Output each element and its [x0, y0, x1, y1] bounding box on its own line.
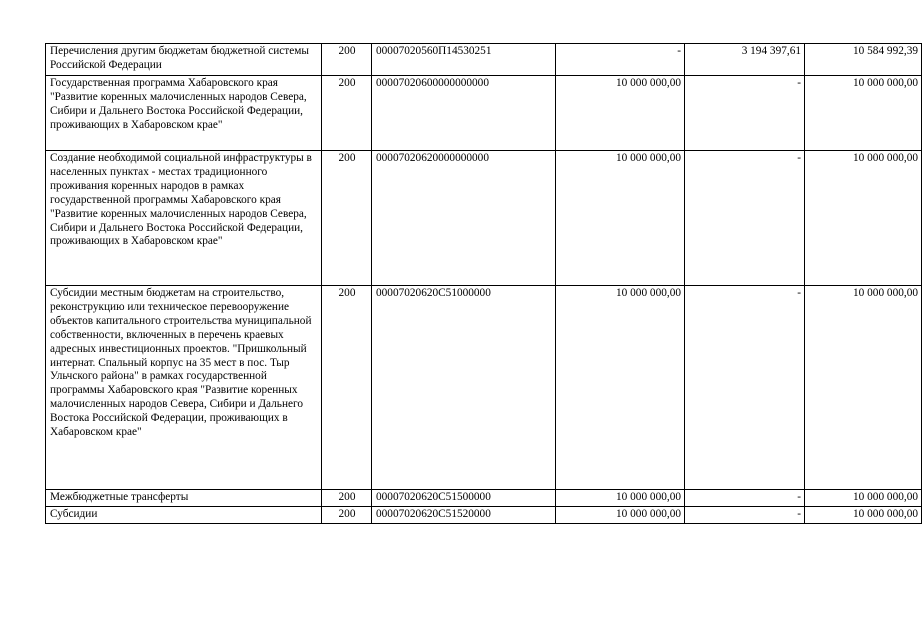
row-exec: - [685, 151, 805, 286]
row-plan: 10 000 000,00 [556, 286, 685, 490]
row-code: 200 [322, 286, 372, 490]
row-kbk: 00007020560П14530251 [372, 44, 556, 76]
row-rest: 10 000 000,00 [805, 151, 922, 286]
row-exec: - [685, 76, 805, 151]
row-kbk: 00007020620С51500000 [372, 490, 556, 507]
row-plan: - [556, 44, 685, 76]
row-name: Перечисления другим бюджетам бюджетной системы Российской Федерации [46, 44, 322, 76]
table-row [46, 76, 922, 151]
budget-table [45, 43, 922, 524]
table-row [46, 507, 922, 524]
row-exec: - [685, 490, 805, 507]
row-plan: 10 000 000,00 [556, 151, 685, 286]
row-name: Создание необходимой социальной инфраструктуры в населенных пунктах - местах традиционного проживания коренных народов в рамках государственной программы Хабаровского края "Развитие коренных малочисленных народов Севера, Сибири и Дальнего Востока Российской Федерации, проживающих в Хабаровском крае" [46, 151, 322, 286]
table-row [46, 490, 922, 507]
row-exec: - [685, 507, 805, 524]
table-row [46, 44, 922, 76]
row-code: 200 [322, 507, 372, 524]
row-code: 200 [322, 490, 372, 507]
table-row [46, 151, 922, 286]
row-name: Межбюджетные трансферты [46, 490, 322, 507]
row-rest: 10 584 992,39 [805, 44, 922, 76]
row-plan: 10 000 000,00 [556, 507, 685, 524]
row-rest: 10 000 000,00 [805, 507, 922, 524]
row-code: 200 [322, 151, 372, 286]
row-name: Субсидии [46, 507, 322, 524]
row-kbk: 00007020620000000000 [372, 151, 556, 286]
row-code: 200 [322, 44, 372, 76]
row-rest: 10 000 000,00 [805, 286, 922, 490]
row-kbk: 00007020600000000000 [372, 76, 556, 151]
row-plan: 10 000 000,00 [556, 490, 685, 507]
table-row [46, 286, 922, 490]
row-plan: 10 000 000,00 [556, 76, 685, 151]
row-exec: 3 194 397,61 [685, 44, 805, 76]
row-name: Субсидии местным бюджетам на строительство, реконструкцию или техническое перевооружение объектов капитального строительства муниципальной собственности, включенных в перечень краевых адресных инвестиционных проектов. "Пришкольный интернат. Спальный корпус на 35 мест в пос. Тыр Ульчского района" в рамках государственной программы Хабаровского края "Развитие коренных малочисленных народов Севера, Сибири и Дальнего Востока Российской Федерации, проживающих в Хабаровском крае" [46, 286, 322, 490]
row-kbk: 00007020620С51000000 [372, 286, 556, 490]
row-name: Государственная программа Хабаровского края "Развитие коренных малочисленных народов Севера, Сибири и Дальнего Востока Российской Федерации, проживающих в Хабаровском крае" [46, 76, 322, 151]
row-exec: - [685, 286, 805, 490]
row-kbk: 00007020620С51520000 [372, 507, 556, 524]
row-rest: 10 000 000,00 [805, 76, 922, 151]
row-rest: 10 000 000,00 [805, 490, 922, 507]
row-code: 200 [322, 76, 372, 151]
